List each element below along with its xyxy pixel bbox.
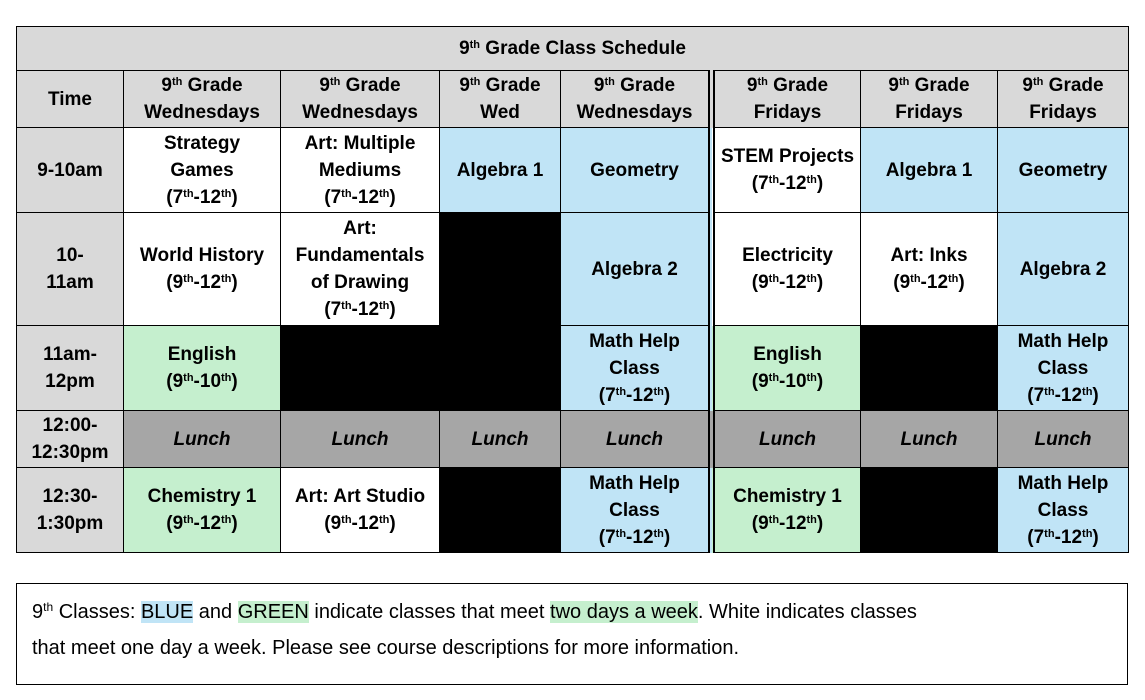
class-cell [861,128,998,213]
class-name-line: Geometry [1018,159,1108,181]
grade-range: (9th-12th) [324,513,396,534]
column-header-2 [281,71,440,128]
time-slot-line: 9-10am [37,159,103,181]
time-slot-line: 11am- [43,344,97,365]
class-name-line: Lunch [331,428,389,450]
class-name-line: Algebra 2 [591,258,678,280]
schedule-row [17,411,1129,468]
class-name-line: English [167,344,237,365]
column-header-7 [998,71,1129,128]
column-header-day: Wed [480,102,520,123]
class-cell [712,213,861,326]
class-name-line: Art: Art Studio [294,486,426,507]
grade-range: (7th-12th) [324,299,396,320]
class-name-line: Geometry [590,159,679,181]
time-slot-line: 1:30pm [36,513,104,534]
class-name-line: English [753,344,822,365]
class-cell [281,213,440,326]
class-name-line: Lunch [471,428,529,450]
grade-range: (9th-12th) [751,513,824,534]
class-name-line: Chemistry 1 [733,486,842,507]
column-header-6 [861,71,998,128]
class-name-line: Math Help [1017,330,1109,352]
unavailable-slot [281,326,440,411]
grade-range: (9th-10th) [751,371,824,392]
column-header-5 [712,71,861,128]
class-cell [998,128,1129,213]
class-name-line: Art: Inks [890,245,968,266]
schedule-row [17,213,1129,326]
grade-range: (7th-12th) [598,384,671,406]
schedule-table [16,26,1129,553]
grade-range: (7th-12th) [324,186,396,208]
grade-range: (7th-12th) [598,526,671,548]
column-header-grade: 9th Grade [459,75,541,96]
class-cell [124,128,281,213]
unavailable-slot [440,468,561,553]
time-slot [17,468,124,553]
class-cell [561,468,712,553]
unavailable-slot [440,326,561,411]
grade-range: (7th-12th) [1027,526,1099,548]
class-cell [861,213,998,326]
legend-note-line-1: 9th Classes: BLUE and GREEN indicate classes that meet two days a week. White indicates classes [32,600,917,623]
column-header-day: Fridays [895,102,963,123]
class-name-line: Lunch [900,428,958,450]
header-row [17,71,1129,128]
lunch-slot [712,411,861,468]
class-cell [440,128,561,213]
class-name-line: Class [1037,499,1089,521]
class-cell [998,468,1129,553]
class-cell [124,326,281,411]
lunch-slot [124,411,281,468]
grade-range: (9th-12th) [166,513,238,534]
column-header-day: Wednesdays [144,102,260,123]
unavailable-slot [861,468,998,553]
column-header-grade: 9th Grade [319,75,401,96]
class-cell [712,326,861,411]
time-slot-line: 12:30- [42,486,98,507]
column-header-3 [440,71,561,128]
grade-range: (9th-12th) [751,272,824,293]
class-name-line: Lunch [1034,428,1092,450]
two-days-highlight: two days a week [550,601,698,623]
schedule-row [17,326,1129,411]
class-name-line: Algebra 2 [1019,258,1107,280]
column-header-1 [124,71,281,128]
time-slot [17,326,124,411]
class-name-line: Class [609,357,660,379]
blue-legend-swatch: BLUE [140,601,194,623]
class-name-line: Math Help [1017,472,1109,494]
class-name-line: Class [1037,357,1089,379]
legend-note [16,583,1128,685]
lunch-slot [998,411,1129,468]
class-name-line: Algebra 1 [885,159,973,181]
class-cell [561,213,712,326]
class-name-line: Electricity [742,245,833,266]
class-name-line: Lunch [173,428,231,450]
class-cell [561,128,712,213]
column-header-grade: 9th Grade [161,75,243,96]
column-header-day: Wednesdays [302,102,418,123]
class-name-line: Class [609,499,660,521]
class-name-line: Chemistry 1 [147,486,257,507]
time-slot-line: 12pm [45,371,95,392]
column-header-grade: 9th Grade [888,75,970,96]
grade-range: (7th-12th) [1027,384,1099,406]
schedule-title: 9th Grade Class Schedule [17,27,1129,71]
class-name-line: Math Help [589,330,680,352]
class-name-line: Algebra 1 [456,159,544,181]
class-name-line: Mediums [318,159,402,181]
lunch-slot [861,411,998,468]
class-name-line: Math Help [589,472,680,494]
class-cell [712,128,861,213]
grade-range: (9th-12th) [893,272,965,293]
class-cell [561,326,712,411]
class-cell [998,326,1129,411]
schedule-row [17,468,1129,553]
lunch-slot [281,411,440,468]
time-header: Time [17,71,124,128]
class-name-line: of Drawing [310,272,410,293]
lunch-slot [561,411,712,468]
time-slot-line: 11am [46,272,94,293]
time-slot-line: 12:30pm [31,442,109,463]
class-name-line: Fundamentals [295,245,425,266]
grade-range: (7th-12th) [751,173,824,194]
class-cell [124,213,281,326]
time-slot [17,128,124,213]
unavailable-slot [861,326,998,411]
legend-note-line-2: that meet one day a week. Please see course descriptions for more information. [32,637,740,659]
class-name-line: Art: [343,218,377,239]
column-header-grade: 9th Grade [746,75,829,96]
class-cell [281,468,440,553]
column-header-4 [561,71,712,128]
unavailable-slot [440,213,561,326]
grade-range: (9th-10th) [166,371,238,392]
time-slot [17,411,124,468]
grade-range: (7th-12th) [166,186,238,208]
class-cell [712,468,861,553]
class-name-line: World History [139,245,265,266]
column-header-grade: 9th Grade [593,75,676,96]
green-legend-swatch: GREEN [237,601,309,623]
class-cell [281,128,440,213]
class-cell [124,468,281,553]
class-name-line: Games [170,159,234,181]
class-name-line: Strategy [163,132,241,154]
class-cell [998,213,1129,326]
class-name-line: Art: Multiple [304,132,416,154]
column-header-day: Wednesdays [576,102,693,123]
grade-range: (9th-12th) [166,272,238,293]
column-header-grade: 9th Grade [1022,75,1104,96]
class-name-line: Lunch [606,428,663,450]
schedule-row [17,128,1129,213]
time-slot-line: 10- [56,245,84,266]
time-slot-line: 12:00- [42,415,98,436]
column-header-day: Fridays [1029,102,1097,123]
class-name-line: Lunch [759,428,816,450]
class-name-line: STEM Projects [720,146,855,167]
time-slot [17,213,124,326]
lunch-slot [440,411,561,468]
column-header-day: Fridays [753,102,822,123]
